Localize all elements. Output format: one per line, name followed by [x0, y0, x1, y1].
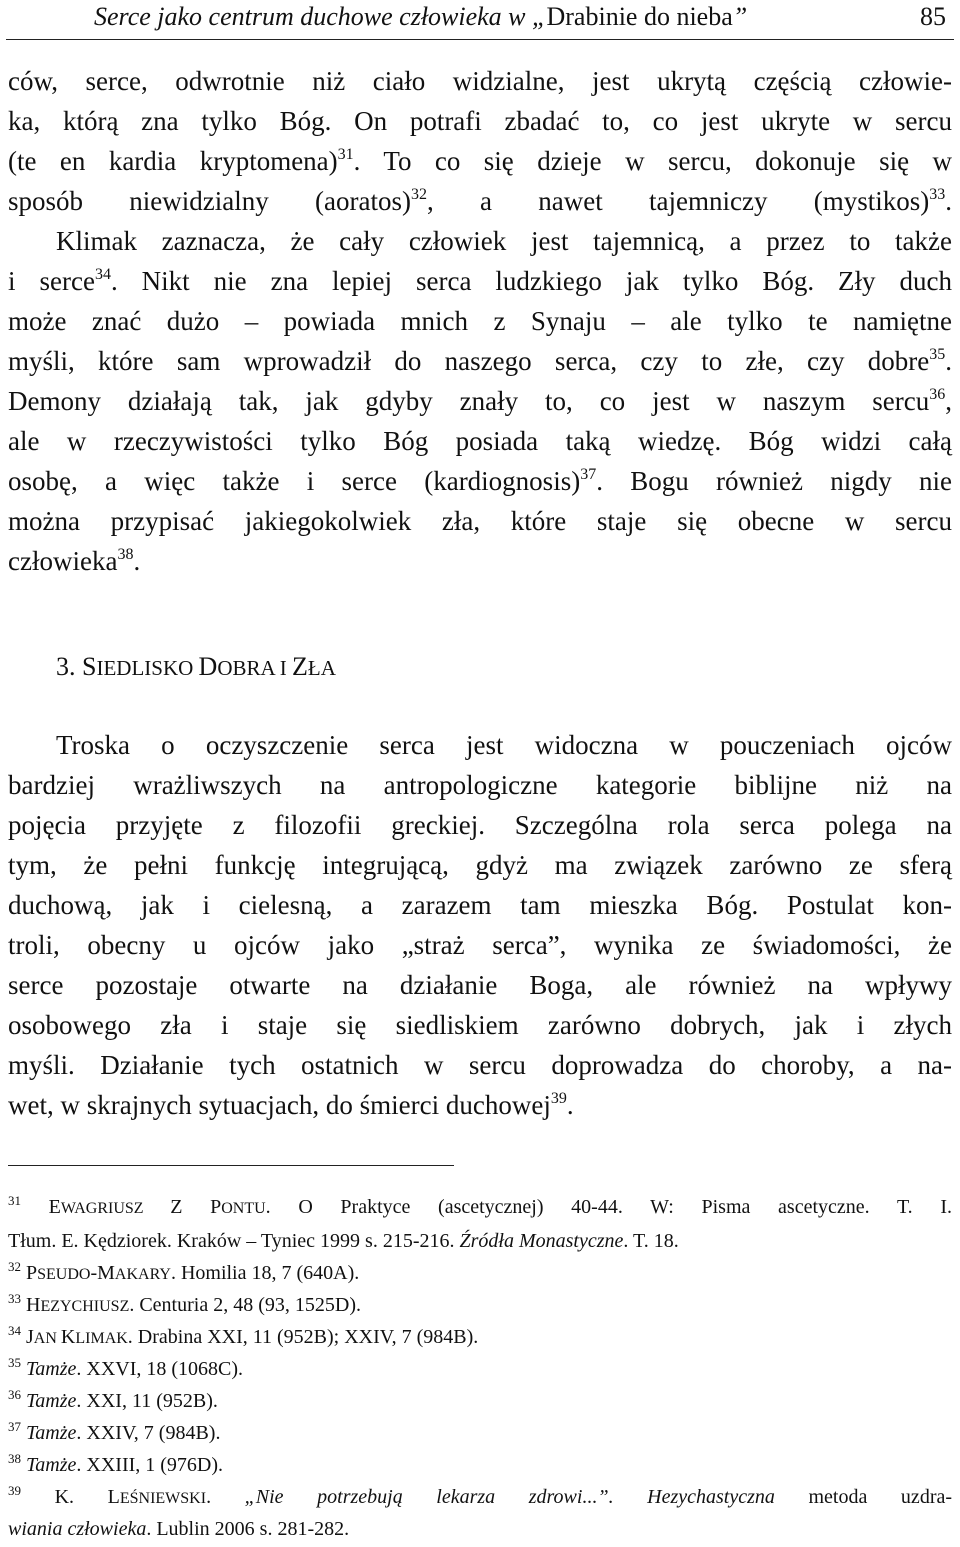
text-line: troli, obecny u ojców jako „straż serca”, wynika ze świadomości, że [8, 930, 952, 960]
text-line: ka, którą zna tylko Bóg. On potrafi zbadać to, co jest ukryte w sercu [8, 106, 952, 136]
footnote-34: $^{34}$ JAN KLIMAK. Drabina XXI, 11 (952B); XXIV, 7 (984B). [8, 1323, 479, 1348]
text-line: i serce$^{34}$. Nikt nie zna lepiej serca ludzkiego jak tylko Bóg. Zły duch [8, 266, 953, 296]
text-line: ale w rzeczywistości tylko Bóg posiada taką wiedzę. Bóg widzi całą [8, 426, 952, 456]
footnote-separator [8, 1165, 454, 1166]
footnote-ref[interactable]: 39 [550, 1090, 567, 1107]
footnote-39-cont: wiania człowieka. Lublin 2006 s. 281-282. [8, 1518, 350, 1540]
footnote-38: $^{38}$ Tamże. XXIII, 1 (976D). [8, 1451, 224, 1476]
text-line: duchową, jak i cielesną, a zarazem tam mieszka Bóg. Postulat kon- [8, 890, 952, 920]
footnote-ref[interactable]: 32 [410, 186, 427, 203]
footnote-ref[interactable]: 36 [929, 386, 946, 403]
footnote-32: $^{32}$ PSEUDO-MAKARY. Homilia 18, 7 (640A). [8, 1259, 360, 1284]
footnote-36: $^{36}$ Tamże. XXI, 11 (952B). [8, 1387, 218, 1412]
text-line: serce pozostaje otwarte na działanie Boga, ale również na wpływy [8, 970, 952, 1000]
running-header [6, 0, 954, 40]
text-line: myśli, które sam wprowadził do naszego serca, czy to złe, czy dobre$^{35}$. [8, 346, 952, 376]
footnote-35: $^{35}$ Tamże. XXVI, 18 (1068C). [8, 1355, 244, 1380]
footnote-ref[interactable]: 31 [337, 146, 354, 163]
text-line: Demony działają tak, jak gdyby znały to, co jest w naszym sercu$^{36}$, [8, 386, 952, 416]
footnote-ref[interactable]: 33 [929, 186, 946, 203]
text-line: wet, w skrajnych sytuacjach, do śmierci duchowej$^{39}$. [8, 1090, 574, 1120]
text-line: osobę, a więc także i serce (kardiognosis)$^{37}$. Bogu również nigdy nie [8, 466, 952, 496]
page-number: 85 [920, 2, 946, 31]
footnote-ref[interactable]: 38 [117, 546, 134, 563]
footnote-39: $^{39}$ K. LEŚNIEWSKI. „Nie potrzebują lekarza zdrowi...”. Hezychastyczna metoda uzdra- [8, 1483, 953, 1508]
footnote-33: $^{33}$ HEZYCHIUSZ. Centuria 2, 48 (93, 1525D). [8, 1291, 361, 1316]
text-line: bardziej wrażliwszych na antropologiczne kategorie biblijne niż na [8, 770, 952, 800]
footnote-ref[interactable]: 35 [929, 346, 946, 363]
text-line: osobowego zła i staje się siedliskiem zarówno dobrych, jak i złych [8, 1010, 952, 1040]
footnote-31: $^{31}$ EWAGRIUSZ Z PONTU. O Praktyce (ascetycznej) 40-44. W: Pisma ascetyczne. T. I. [8, 1193, 952, 1218]
text-line: pojęcia przyjęte z filozofii greckiej. Szczególna rola serca polega na [8, 810, 952, 840]
text-line: Troska o oczyszczenie serca jest widoczna w pouczeniach ojców [56, 730, 952, 760]
text-line: można przypisać jakiegokolwiek zła, które staje się obecne w sercu [8, 506, 952, 536]
text-line: tym, że pełni funkcję integrującą, gdyż ma związek zarówno ze sferą [8, 850, 952, 880]
footnote-37: $^{37}$ Tamże. XXIV, 7 (984B). [8, 1419, 221, 1444]
text-line: człowieka$^{38}$. [8, 546, 141, 576]
text-line: może znać dużo – powiada mnich z Synaju – ale tylko te namiętne [8, 306, 952, 336]
section-heading: 3. SIEDLISKO DOBRA I ZŁA [56, 652, 336, 681]
footnote-ref[interactable]: 37 [580, 466, 597, 483]
text-line: (te en kardia kryptomena)$^{31}$. To co się dzieje w sercu, dokonuje się w [8, 146, 952, 176]
text-line: ców, serce, odwrotnie niż ciało widzialne, jest ukrytą częścią człowie- [8, 66, 952, 96]
text-line: myśli. Działanie tych ostatnich w sercu doprowadza do choroby, a na- [8, 1050, 952, 1080]
text-line: Klimak zaznacza, że cały człowiek jest tajemnicą, a przez to także [56, 226, 952, 256]
footnote-31-cont: Tłum. E. Kędziorek. Kraków – Tyniec 1999 s. 215-216. Źródła Monastyczne. T. 18. [8, 1230, 679, 1252]
footnote-ref[interactable]: 34 [94, 266, 111, 283]
text-line: sposób niewidzialny (aoratos)$^{32}$, a nawet tajemniczy (mystikos)$^{33}$. [8, 186, 952, 216]
running-title: Serce jako centrum duchowe człowieka w „Drabinie do nieba” [94, 2, 748, 31]
